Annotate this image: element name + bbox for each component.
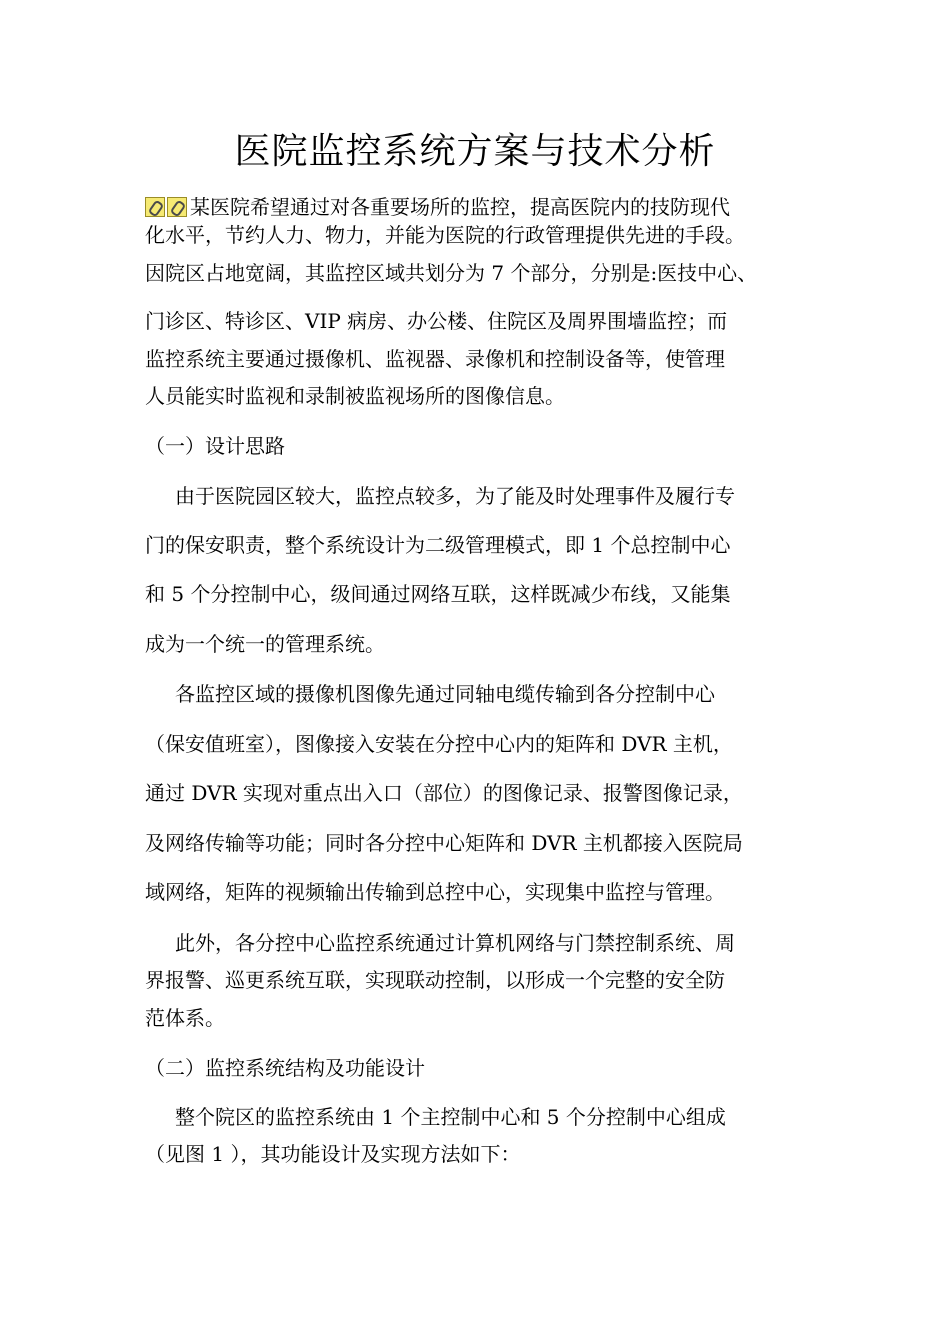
paragraph-line: 界报警、巡更系统互联，实现联动控制，以形成一个完整的安全防 [145,968,725,992]
paragraph-line: （见图 1 ），其功能设计及实现方法如下： [145,1142,521,1166]
document-title: 医院监控系统方案与技术分析 [234,131,716,172]
section-heading: （一）设计思路 [145,434,285,458]
paragraph-line: 门诊区、特诊区、VIP 病房、办公楼、住院区及周界围墙监控；而 [145,309,728,333]
paragraph-line: 和 5 个分控制中心，级间通过网络互联，这样既减少布线，又能集 [145,582,731,606]
inline-marker-icons [145,196,189,224]
paragraph-line: 域网络，矩阵的视频输出传输到总控中心，实现集中监控与管理。 [145,880,725,904]
pencil-marker-icon [145,197,165,217]
paragraph-line: 通过 DVR 实现对重点出入口（部位）的图像记录、报警图像记录， [145,781,743,805]
paragraph-line: 各监控区域的摄像机图像先通过同轴电缆传输到各分控制中心 [175,682,715,706]
paragraph-line: 门的保安职责，整个系统设计为二级管理模式，即 1 个总控制中心 [145,533,731,557]
paragraph-line: 因院区占地宽阔，其监控区域共划分为 7 个部分，分别是:医技中心、 [145,261,758,285]
paragraph-line: 范体系。 [145,1006,225,1030]
paragraph-line: 监控系统主要通过摄像机、监视器、录像机和控制设备等，使管理 [145,347,725,371]
paragraph-line: 化水平，节约人力、物力，并能为医院的行政管理提供先进的手段。 [145,223,745,247]
paragraph-line: 整个院区的监控系统由 1 个主控制中心和 5 个分控制中心组成 [175,1105,726,1129]
paragraph-line: 由于医院园区较大，监控点较多，为了能及时处理事件及履行专 [175,484,735,508]
paragraph-text: 某医院希望通过对各重要场所的监控，提高医院内的技防现代 [190,195,730,219]
section-heading: （二）监控系统结构及功能设计 [145,1056,425,1080]
paragraph-line: 及网络传输等功能；同时各分控中心矩阵和 DVR 主机都接入医院局 [145,831,743,855]
pencil-marker-icon [167,197,187,217]
paragraph-line [145,193,730,224]
paragraph-line: 成为一个统一的管理系统。 [145,632,385,656]
paragraph-line: 此外，各分控中心监控系统通过计算机网络与门禁控制系统、周 [175,931,735,955]
paragraph-line: 人员能实时监视和录制被监视场所的图像信息。 [145,384,565,408]
paragraph-line: （保安值班室），图像接入安装在分控中心内的矩阵和 DVR 主机， [145,732,733,756]
